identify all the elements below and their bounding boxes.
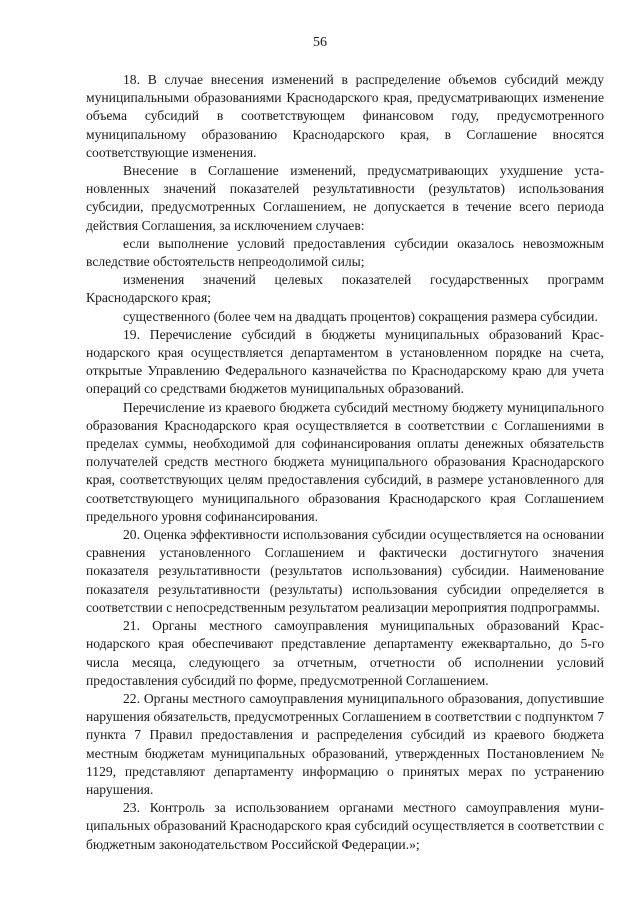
exception-target-indicators: изменения значений целевых показателей государственных программ Краснодарского края; <box>86 272 604 306</box>
paragraph-22: 22. Органы местного самоуправления муниципального образования, допустившие нарушения обязательств, предусмотренных Соглашением в соответствии с подпунктом 7 пункта 7 Правил предоставления и распределения субсидий из краевого бюджета местным бюджетам муниципальных образований, утвержденных Постановлением № 1129, представляют департаменту информацию о принятых мерах по устранению нарушения. <box>86 690 604 797</box>
document-body <box>86 71 604 854</box>
paragraph-amendment-restriction: Внесение в Соглашение изменений, предусматривающих ухудшение установленных значений показателей результативности (результатов) использования субсидии, предусмотренных Соглашением, не допускается в течение всего периода действия Соглашения, за исключением случаев: <box>86 163 604 233</box>
paragraph-20: 20. Оценка эффективности использования субсидии осуществляется на основании сравнения установленного Соглашением и фактически достигнутого значения показателя результативности (результатов использования) субсидии. Наименование показателя результативности (результаты) использования субсидии определяется в соответствии с непосредственным результатом реализации мероприятия подпрограммы. <box>86 527 604 615</box>
paragraph-transfer-from-regional-budget: Перечисление из краевого бюджета субсидий местному бюджету муниципального образования Краснодарского края осуществляется в соответствии с Соглашениями в пределах суммы, необходимой для софинансирования оплаты денежных обязательств получателей средств местного бюджета муниципального образования Краснодарского края, соответствующих целям предоставления субсидий, в размере установленного для соответствующего муниципального образования Краснодарского края Соглашением предельного уровня софинансирования. <box>86 399 604 524</box>
paragraph-23: 23. Контроль за использованием органами местного самоуправления муниципальных образований Краснодарского края субсидий осуществляется в соответствии с бюджетным законодательством Российской Федерации.»; <box>86 800 604 852</box>
exception-subsidy-reduction: существенного (более чем на двадцать процентов) сокращения размера субсидии. <box>123 308 598 324</box>
paragraph-18: 18. В случае внесения изменений в распределение объемов субсидий между муниципальными образованиями Краснодарского края, предусматривающих изменение объема субсидий в соответствующем финансовом году, предусмотренного муниципальному образованию Краснодарского края, в Соглашение вносятся соответствующие изменения. <box>86 72 604 160</box>
paragraph-19: 19. Перечисление субсидий в бюджеты муниципальных образований Краснодарского края осуществляется департаментом в установленном порядке на счета, открытые Управлению Федерального казначейства по Краснодарскому краю для учета операций со средствами бюджетов муниципальных образований. <box>86 326 604 397</box>
exception-force-majeure: если выполнение условий предоставления субсидии оказалось невозможным вследствие обстоятельств непреодолимой силы; <box>86 235 604 270</box>
page-number: 56 <box>313 35 327 50</box>
paragraph-21: 21. Органы местного самоуправления муниципальных образований Краснодарского края обеспечивают представление департаменту ежеквартально, до 5-го числа месяца, следующего за отчетным, отчетности об исполнении условий предоставления субсидий по форме, предусмотренной Соглашением. <box>86 618 604 688</box>
